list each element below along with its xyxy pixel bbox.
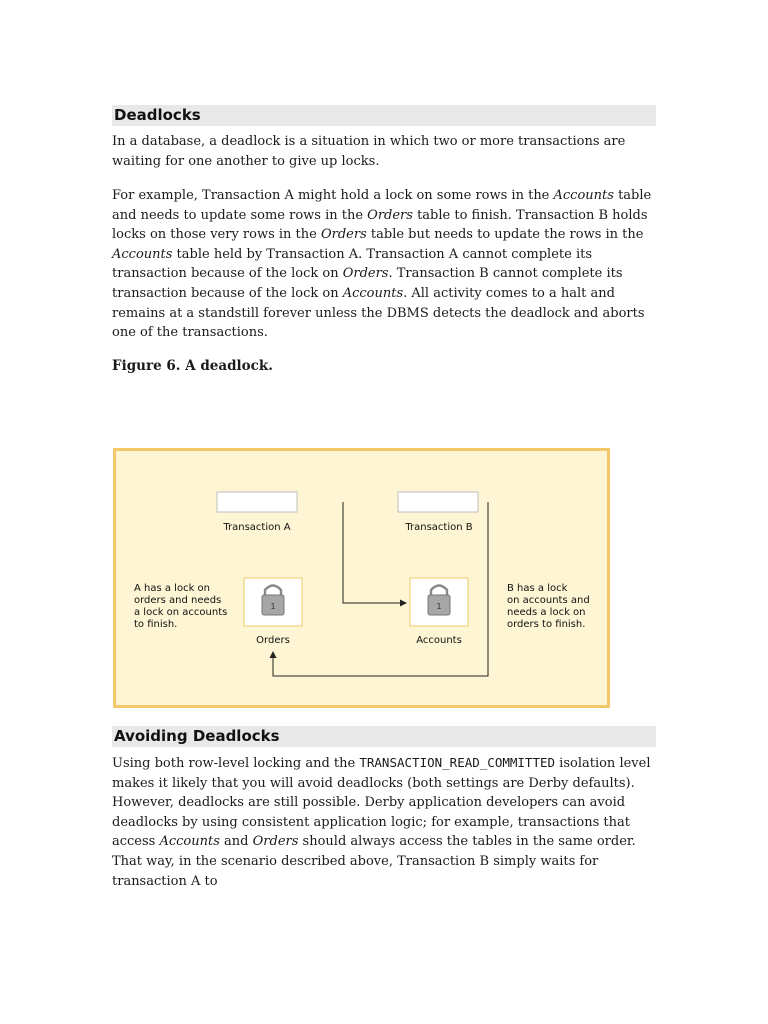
- section-heading-avoiding-deadlocks: Avoiding Deadlocks: [112, 726, 656, 747]
- note-a-line: to finish.: [134, 619, 178, 630]
- text-run: table but needs to update the rows in the: [366, 227, 644, 243]
- emphasis-orders: Orders: [342, 266, 389, 282]
- lock-number: 1: [436, 602, 442, 611]
- paragraph-example: [112, 186, 662, 343]
- emphasis-accounts: Accounts: [112, 246, 173, 262]
- note-b-line: B has a lock: [507, 583, 568, 594]
- note-a-line: a lock on accounts: [134, 607, 228, 618]
- text-run: isolation level makes it likely that you will avoid deadlocks (both settings are Derby defaults). However, deadlocks are still possible. Derby application developers can avoid deadlocks by using consistent application logic; for example, transactions that access: [112, 756, 651, 850]
- figure-caption: Figure 6. A deadlock.: [112, 358, 273, 374]
- text-run: and: [219, 834, 253, 850]
- section-heading-deadlocks: Deadlocks: [112, 105, 656, 126]
- emphasis-accounts: Accounts: [159, 834, 220, 850]
- deadlock-diagram: [113, 448, 610, 708]
- deadlock-diagram-svg: [113, 448, 610, 708]
- text-run: should always access the tables in the same order. That way, in the scenario described above, Transaction B simply waits for transaction A to: [112, 834, 636, 889]
- diagram-frame: [115, 450, 609, 707]
- text-run: table and needs to update some rows in the: [112, 188, 652, 223]
- accounts-label: Accounts: [416, 635, 462, 646]
- text-run: . Transaction B cannot complete its transaction because of the lock on: [112, 266, 623, 301]
- note-b-line: needs a lock on: [507, 607, 586, 618]
- text-run: . All activity comes to a halt and remains at a standstill forever unless the DBMS detects the deadlock and aborts one of the transactions.: [112, 285, 645, 341]
- text-run: For example, Transaction A might hold a lock on some rows in the: [112, 188, 554, 203]
- note-a-line: A has a lock on: [134, 583, 211, 594]
- emphasis-orders: Orders: [252, 834, 299, 850]
- emphasis-accounts: Accounts: [553, 188, 614, 203]
- text-run: table to finish. Transaction B holds locks on those very rows in the: [112, 207, 648, 243]
- lock-number: 1: [270, 602, 276, 611]
- emphasis-orders: Orders: [367, 207, 413, 223]
- note-b-line: on accounts and: [507, 595, 590, 606]
- transaction-a-box: [217, 492, 297, 512]
- emphasis-accounts: Accounts: [342, 285, 404, 301]
- paragraph-avoiding: [112, 753, 662, 891]
- text-run: table held by Transaction A. Transaction A cannot complete its transaction because of the lock on: [112, 246, 593, 282]
- note-a-line: orders and needs: [134, 595, 222, 606]
- transaction-b-label: Transaction B: [405, 522, 473, 533]
- code-isolation-level: TRANSACTION_READ_COMMITTED: [359, 755, 556, 770]
- text-run: Using both row-level locking and the: [112, 756, 360, 771]
- emphasis-orders: Orders: [320, 227, 367, 243]
- transaction-b-box: [398, 492, 478, 512]
- note-b-line: orders to finish.: [507, 619, 586, 630]
- paragraph-definition: In a database, a deadlock is a situation in which two or more transactions are waiting for one another to give up locks.: [112, 134, 626, 169]
- transaction-a-label: Transaction A: [223, 522, 291, 533]
- orders-label: Orders: [256, 635, 290, 646]
